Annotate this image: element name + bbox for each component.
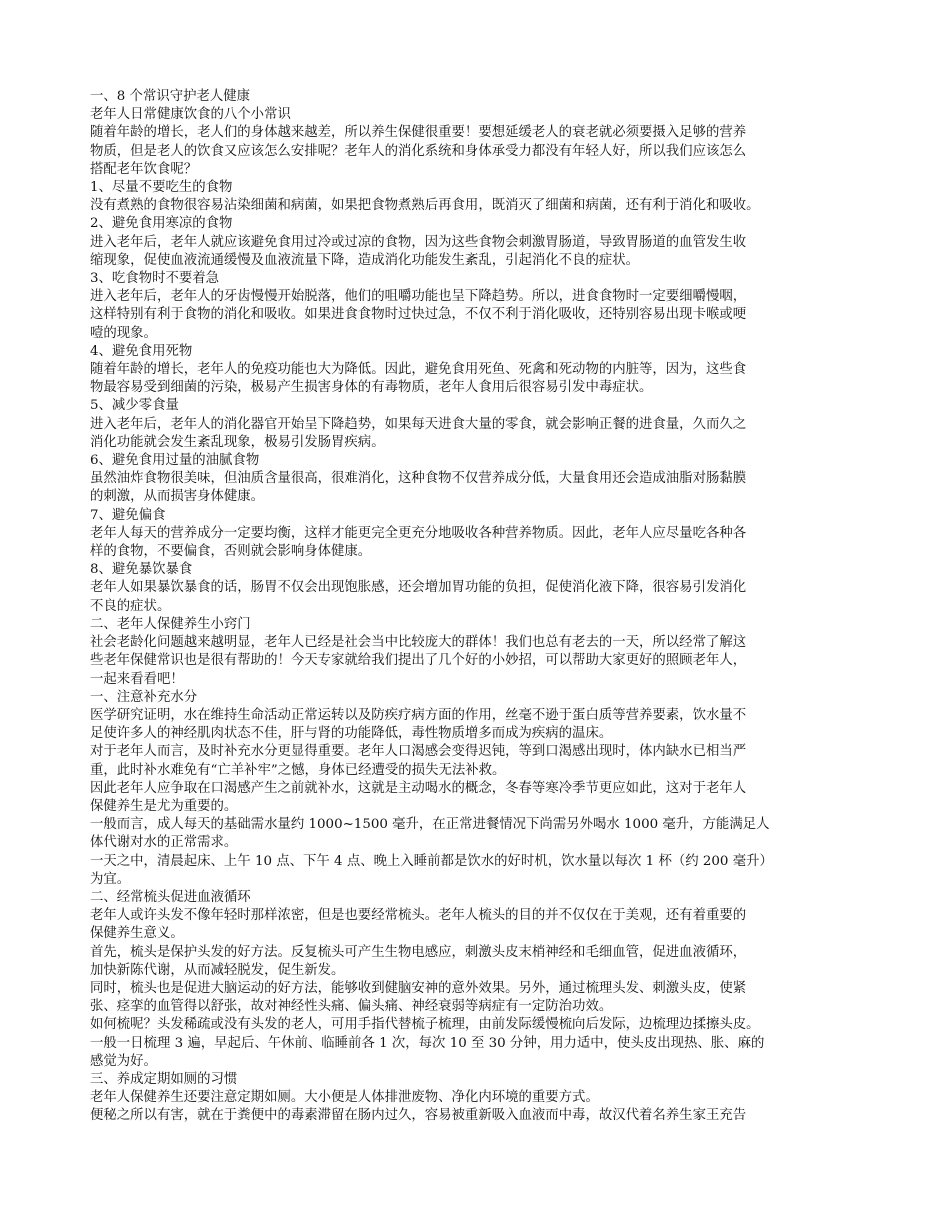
text-line: 物质，但是老人的饮食又应该怎么安排呢？老年人的消化系统和身体承受力都没有年轻人好，所以我们应该怎么 (90, 143, 747, 159)
text-line: 3、吃食物时不要着急 (90, 271, 220, 287)
text-line: 医学研究证明，水在维持生命活动正常运转以及防疾疗病方面的作用，丝毫不逊于蛋白质等营养要素，饮水量不 (90, 707, 747, 723)
text-line: 一般而言，成人每天的基础需水量约 1000~1500 毫升，在正常进餐情况下尚需另外喝水 1000 毫升，方能满足人 (90, 817, 770, 833)
text-line: 搭配老年饮食呢？ (90, 161, 198, 177)
text-line: 不良的症状。 (90, 598, 171, 614)
text-line: 7、避免偏食 (90, 507, 166, 523)
text-line: 一、8 个常识守护老人健康 (90, 89, 251, 104)
text-line: 张、痉挛的血管得以舒张，故对神经性头痛、偏头痛、神经衰弱等病症有一定防治功效。 (90, 999, 613, 1015)
text-line: 对于老年人而言，及时补充水分更显得重要。老年人口渴感会变得迟钝，等到口渴感出现时，体内缺水已相当严 (90, 744, 747, 760)
text-line: 物最容易受到细菌的污染，极易产生损害身体的有毒物质，老年人食用后很容易引发中毒症状。 (90, 380, 653, 396)
text-line: 一般一日梳理 3 遍，早起后、午休前、临睡前各 1 次，每次 10 至 30 分钟，用力适中，使头皮出现热、胀、麻的 (90, 1035, 765, 1051)
text-line: 样的食物，不要偏食，否则就会影响身体健康。 (90, 544, 372, 560)
text-line: 足使许多人的神经肌肉状态不佳，肝与肾的功能降低，毒性物质增多而成为疾病的温床。 (90, 726, 613, 742)
text-line: 消化功能就会发生紊乱现象，极易引发肠胃疾病。 (90, 434, 385, 450)
text-line: 进入老年后，老年人的消化器官开始呈下降趋势，如果每天进食大量的零食，就会影响正餐的进食量，久而久之 (90, 416, 747, 432)
text-line: 一起来看看吧！ (90, 671, 184, 687)
text-line: 1、尽量不要吃生的食物 (90, 180, 233, 196)
text-line: 老年人保健养生还要注意定期如厕。大小便是人体排泄废物、净化内环境的重要方式。 (90, 1090, 599, 1106)
text-line: 加快新陈代谢，从而减轻脱发，促生新发。 (90, 962, 345, 978)
text-line: 随着年龄的增长，老人们的身体越来越差，所以养生保健很重要！要想延缓老人的衰老就必须要摄入足够的营养 (90, 125, 747, 141)
text-line: 三、养成定期如厕的习惯 (90, 1071, 238, 1087)
text-line: 进入老年后，老年人就应该避免食用过冷或过凉的食物，因为这些食物会刺激胃肠道，导致胃肠道的血管发生收 (90, 234, 747, 250)
document-body (90, 88, 856, 1126)
text-line: 首先，梳头是保护头发的好方法。反复梳头可产生生物电感应，刺激头皮末梢神经和毛细血管，促进血液循环， (90, 944, 747, 960)
text-line: 没有煮熟的食物很容易沾染细菌和病菌，如果把食物煮熟后再食用，既消灭了细菌和病菌，还有利于消化和吸收。 (90, 198, 760, 214)
text-line: 感觉为好。 (90, 1053, 157, 1069)
text-line: 重，此时补水难免有“亡羊补牢”之憾，身体已经遭受的损失无法补救。 (90, 762, 506, 778)
text-line: 一、注意补充水分 (90, 689, 198, 705)
text-line: 的刺激，从而损害身体健康。 (90, 489, 265, 505)
text-line: 4、避免食用死物 (90, 343, 193, 359)
text-line: 二、经常梳头促进血液循环 (90, 889, 251, 905)
text-line: 为宜。 (90, 871, 131, 887)
text-line: 保健养生意义。 (90, 926, 184, 942)
text-line: 二、老年人保健养生小窍门 (90, 616, 251, 632)
text-line: 因此老年人应争取在口渴感产生之前就补水，这就是主动喝水的概念，冬春等寒冷季节更应如此，这对于老年人 (90, 780, 747, 796)
text-line: 进入老年后，老年人的牙齿慢慢开始脱落，他们的咀嚼功能也呈下降趋势。所以，进食食物时一定要细嚼慢咽， (90, 289, 747, 305)
text-line: 社会老龄化问题越来越明显，老年人已经是社会当中比较庞大的群体！我们也总有老去的一天，所以经常了解这 (90, 635, 747, 651)
text-line: 体代谢对水的正常需求。 (90, 835, 238, 851)
text-line: 老年人或许头发不像年轻时那样浓密，但是也要经常梳头。老年人梳头的目的并不仅仅在于美观，还有着重要的 (90, 908, 747, 924)
text-line: 这样特别有利于食物的消化和吸收。如果进食食物时过快过急，不仅不利于消化吸收，还特别容易出现卡喉或哽 (90, 307, 747, 323)
text-line: 保健养生是尤为重要的。 (90, 798, 238, 814)
text-line: 8、避免暴饮暴食 (90, 562, 193, 578)
text-line: 5、减少零食量 (90, 398, 179, 414)
text-line: 老年人日常健康饮食的八个小常识 (90, 107, 291, 123)
text-line: 6、避免食用过量的油腻食物 (90, 453, 260, 469)
text-line: 些老年保健常识也是很有帮助的！今天专家就给我们提出了几个好的小妙招，可以帮助大家更好的照顾老年人， (90, 653, 747, 669)
text-line: 便秘之所以有害，就在于粪便中的毒素滞留在肠内过久，容易被重新吸入血液而中毒，故汉代着名养生家王充告 (90, 1108, 747, 1124)
text-line: 缩现象，促使血液流通缓慢及血液流量下降，造成消化功能发生紊乱，引起消化不良的症状。 (90, 252, 640, 268)
text-line: 随着年龄的增长，老年人的免疫功能也大为降低。因此，避免食用死鱼、死禽和死动物的内脏等，因为，这些食 (90, 362, 747, 378)
text-line: 老年人每天的营养成分一定要均衡，这样才能更完全更充分地吸收各种营养物质。因此，老年人应尽量吃各种各 (90, 525, 747, 541)
text-line: 2、避免食用寒凉的食物 (90, 216, 233, 232)
text-line: 一天之中，清晨起床、上午 10 点、下午 4 点、晚上入睡前都是饮水的好时机，饮水量以每次 1 杯（约 200 毫升） (90, 853, 773, 869)
text-line: 老年人如果暴饮暴食的话，肠胃不仅会出现饱胀感，还会增加胃功能的负担，促使消化液下降，很容易引发消化 (90, 580, 747, 596)
text-line: 噎的现象。 (90, 325, 157, 341)
text-line: 同时，梳头也是促进大脑运动的好方法，能够收到健脑安神的意外效果。另外，通过梳理头发、刺激头皮，使紧 (90, 980, 747, 996)
text-line: 虽然油炸食物很美味，但油质含量很高，很难消化，这种食物不仅营养成分低，大量食用还会造成油脂对肠黏膜 (90, 471, 747, 487)
text-line: 如何梳呢？头发稀疏或没有头发的老人，可用手指代替梳子梳理，由前发际缓慢梳向后发际，边梳理边揉擦头皮。 (90, 1017, 760, 1033)
